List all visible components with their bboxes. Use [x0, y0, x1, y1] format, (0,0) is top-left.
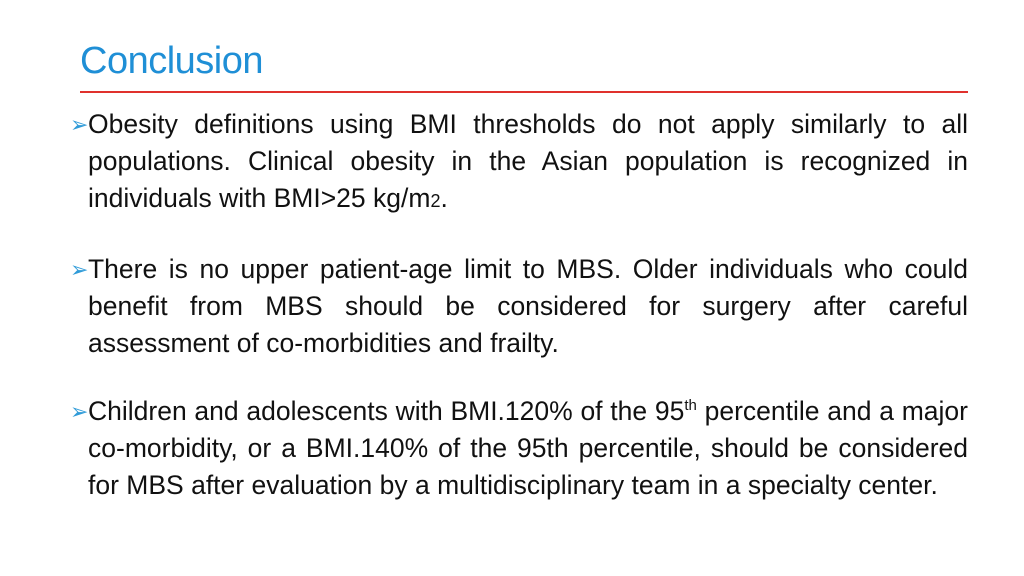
bullet-item-1 [68, 106, 968, 220]
ordinal-superscript: th [684, 397, 697, 415]
bullet-text: Children and adolescents with BMI.120% of the 95 [88, 396, 685, 426]
bullet-item-3 [68, 393, 968, 504]
bullet-tail: . [440, 183, 448, 213]
title-divider [80, 91, 968, 93]
bullet-text: Obesity definitions using BMI thresholds do not apply similarly to all populations. Clinical obesity in the Asian population is recognized in individuals with BMI>25 kg/m [88, 109, 968, 213]
bullet-tail: percentile and a major co-morbidity, or a BMI.140% of the 95th percentile, should be considered for MBS after evaluation by a multidisciplinary team in a specialty center. [88, 396, 968, 500]
arrow-bullet-icon: ➢ [70, 399, 89, 424]
bullet-list [68, 106, 968, 535]
slide-title: Conclusion [80, 40, 263, 82]
bullet-text: There is no upper patient-age limit to MBS. Older individuals who could benefit from MBS should be considered for surgery after careful assessment of co-morbidities and frailty. [88, 254, 968, 358]
bullet-item-2 [68, 251, 968, 362]
arrow-bullet-icon: ➢ [70, 257, 89, 282]
bullet-unit-exponent: 2 [430, 191, 441, 211]
arrow-bullet-icon: ➢ [70, 112, 89, 137]
